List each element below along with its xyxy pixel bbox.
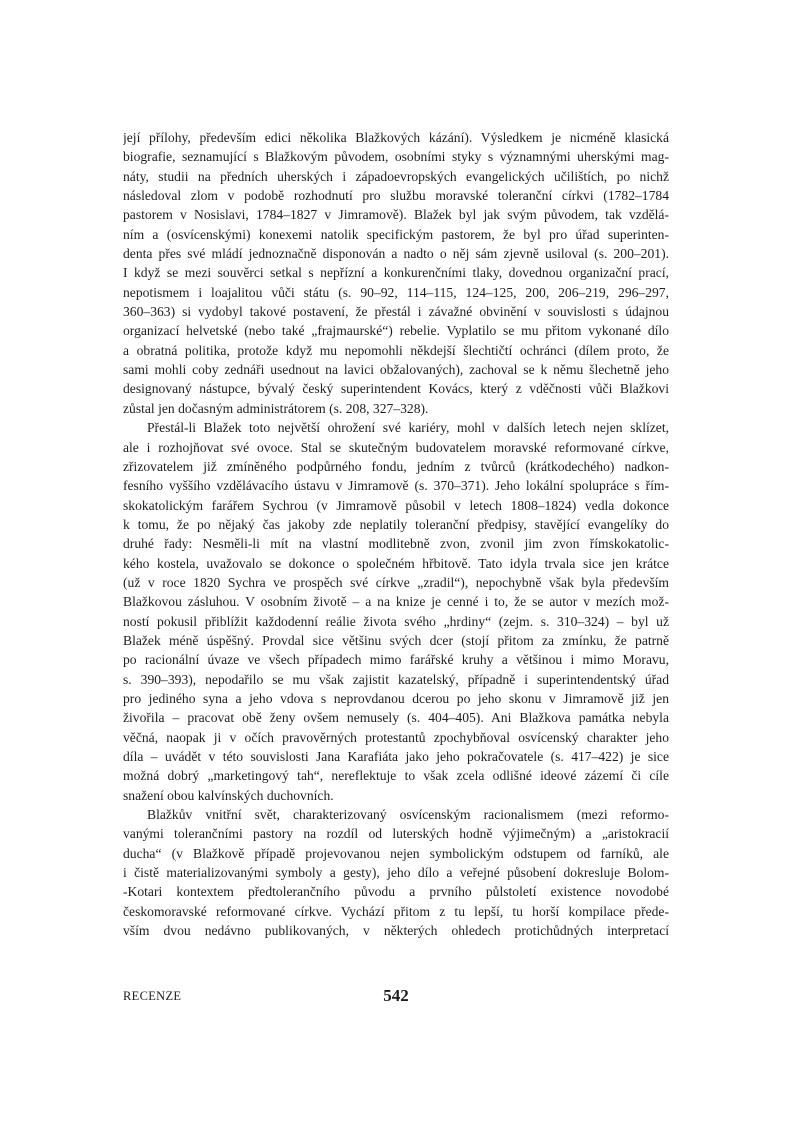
- text-line: denta přes své mládí jednoznačně disponován a nadto o něj sám zjevně usiloval (s. 200–201).: [123, 246, 669, 262]
- text-line: i čistě materializovanými symboly a gesty), jeho dílo a veřejné působení dokresluje Bolom-: [123, 865, 669, 881]
- text-line: Blažek méně úspěšný. Provdal sice většinu svých dcer (stojí přitom za zmínku, že patrně: [123, 632, 669, 648]
- text-line: náty, studii na předních uherských i západoevropských evangelických učilištích, po nichž: [123, 168, 669, 184]
- paragraph: [123, 805, 669, 940]
- text-line: Blažkův vnitřní svět, charakterizovaný osvícenským racionalismem (mezi reformo-: [147, 807, 669, 823]
- paragraph: [123, 418, 669, 805]
- text-line: snažení obou kalvínských duchovních.: [123, 787, 334, 803]
- text-line: kého kostela, uvažovalo se dokonce o společném hřbitově. Tato idyla trvala sice jen krátce: [123, 555, 669, 571]
- text-line: možná dobrý „marketingový tah“, nereflektuje to však zcela odlišné ideové zázemí či cíle: [123, 768, 669, 784]
- text-line: nepotismem i loajalitou vůči státu (s. 90–92, 114–115, 124–125, 200, 206–219, 296–297,: [123, 284, 669, 300]
- page-number: 542: [383, 986, 409, 1005]
- text-line: 360–363) si vydobyl takové postavení, že přestál i závažné obvinění v souvislosti s údajnou: [123, 304, 669, 320]
- text-line: organizací helvetské (nebo také „frajmaurské“) rebelie. Vyplatilo se mu přitom vykonané dílo: [123, 323, 669, 339]
- text-line: ností pokusil přiblížit každodenní reálie života svého „hrdiny“ (zejm. s. 310–324) – byl už: [123, 613, 669, 629]
- text-line: zřizovatelem již zmíněného podpůrného fondu, jedním z tvůrců (krátkodechého) nadkon-: [123, 458, 669, 474]
- text-line: Přestál-li Blažek toto největší ohrožení své kariéry, mohl v dalších letech nejen sklízet,: [147, 420, 669, 436]
- text-line: po racionální úvaze ve všech případech mimo farářské kruhy a většinou i mimo Moravu,: [123, 652, 669, 668]
- text-line: pro jediného syna a jeho vdova s neprovdanou dcerou po jeho skonu v Jimramově již jen: [123, 690, 669, 706]
- text-line: designovaný nástupce, bývalý český superintendent Kovács, který z vděčnosti vůči Blažkovi: [123, 381, 669, 397]
- text-line: následoval zlom v podobě rozhodnutí pro službu moravské toleranční církvi (1782–1784: [123, 188, 669, 204]
- text-line: biografie, seznamující s Blažkovým původem, osobními styky s významnými uherskými mag-: [123, 149, 669, 165]
- review-body: [123, 128, 669, 940]
- paragraph: [123, 128, 669, 418]
- text-line: vším dvou nedávno publikovaných, v některých ohledech protichůdných interpretací: [123, 923, 669, 939]
- text-line: ducha“ (v Blažkově případě projevovanou nejen symbolickým odstupem od farníků, ale: [123, 845, 669, 861]
- text-line: I když se mezi souvěrci setkal s nepřízní a konkurenčními tlaky, dovednou organizační prací,: [123, 265, 669, 281]
- text-line: fesního vyššího vzdělávacího ústavu v Jimramově (s. 370–371). Jeho lokální spolupráce s řím-: [123, 478, 669, 494]
- text-line: a obratná politika, protože když mu nepomohli někdejší šlechtičtí ochránci (dílem proto, že: [123, 342, 669, 358]
- text-line: ním a (osvícenskými) konexemi natolik specifickým pastorem, že byl pro úřad superinten-: [123, 226, 669, 242]
- text-line: živořila – pracovat obě ženy ovšem nemusely (s. 404–405). Ani Blažkova památka nebyla: [123, 710, 669, 726]
- text-line: s. 390–393), nepodařilo se mu však zajistit kazatelský, případně i superintendentský úřad: [123, 671, 669, 687]
- running-footer-section: RECENZE: [123, 989, 182, 1003]
- text-line: -Kotari kontextem předtolerančního původu a prvního půlstoletí existence novodobé: [123, 884, 669, 900]
- text-line: sami mohli coby zednáři usednout na lavici obžalovaných), zachoval se k němu šlechetně jeho: [123, 362, 669, 378]
- text-line: pastorem v Nosislavi, 1784–1827 v Jimramově). Blažek byl jak svým původem, tak vzdělá-: [123, 207, 669, 223]
- text-line: druhé řady: Nesměli-li mít na vlastní modlitebně zvon, zvonil jim zvon římskokatolic-: [123, 536, 669, 552]
- text-line: zůstal jen dočasným administrátorem (s. 208, 327–328).: [123, 400, 429, 416]
- text-line: její přílohy, především edici několika Blažkových kázání). Výsledkem je nicméně klasická: [123, 130, 669, 145]
- text-line: díla – uvádět v této souvislosti Jana Karafiáta jako jeho pokračovatele (s. 417–422) je sice: [123, 749, 669, 764]
- text-line: (už v roce 1820 Sychra ve prospěch své církve „zradil“), nepochybně však byla především: [123, 574, 669, 590]
- text-line: ale i rozhojňovat své ovoce. Stal se skutečným budovatelem moravské reformované církve,: [123, 439, 669, 455]
- text-line: skokatolickým farářem Sychrou (v Jimramově působil v letech 1808–1824) vedla dokonce: [123, 497, 669, 513]
- text-line: českomoravské reformované církve. Vychází přitom z tu lepší, tu horší kompilace přede-: [123, 903, 669, 919]
- text-line: Blažkovou zásluhou. V osobním životě – a na knize je cenné i to, že se autor v mezích mož-: [123, 594, 669, 610]
- text-line: věčná, naopak ji v očích pravověrných protestantů zpochybňoval osvícenský charakter jeho: [123, 729, 669, 745]
- text-line: vanými tolerančními pastory na rozdíl od luterských hodně výjimečným) a „aristokracií: [123, 826, 669, 842]
- text-line: k tomu, že po nějaký čas jakoby zde neplatily toleranční předpisy, stavějící evangelíky do: [123, 516, 669, 532]
